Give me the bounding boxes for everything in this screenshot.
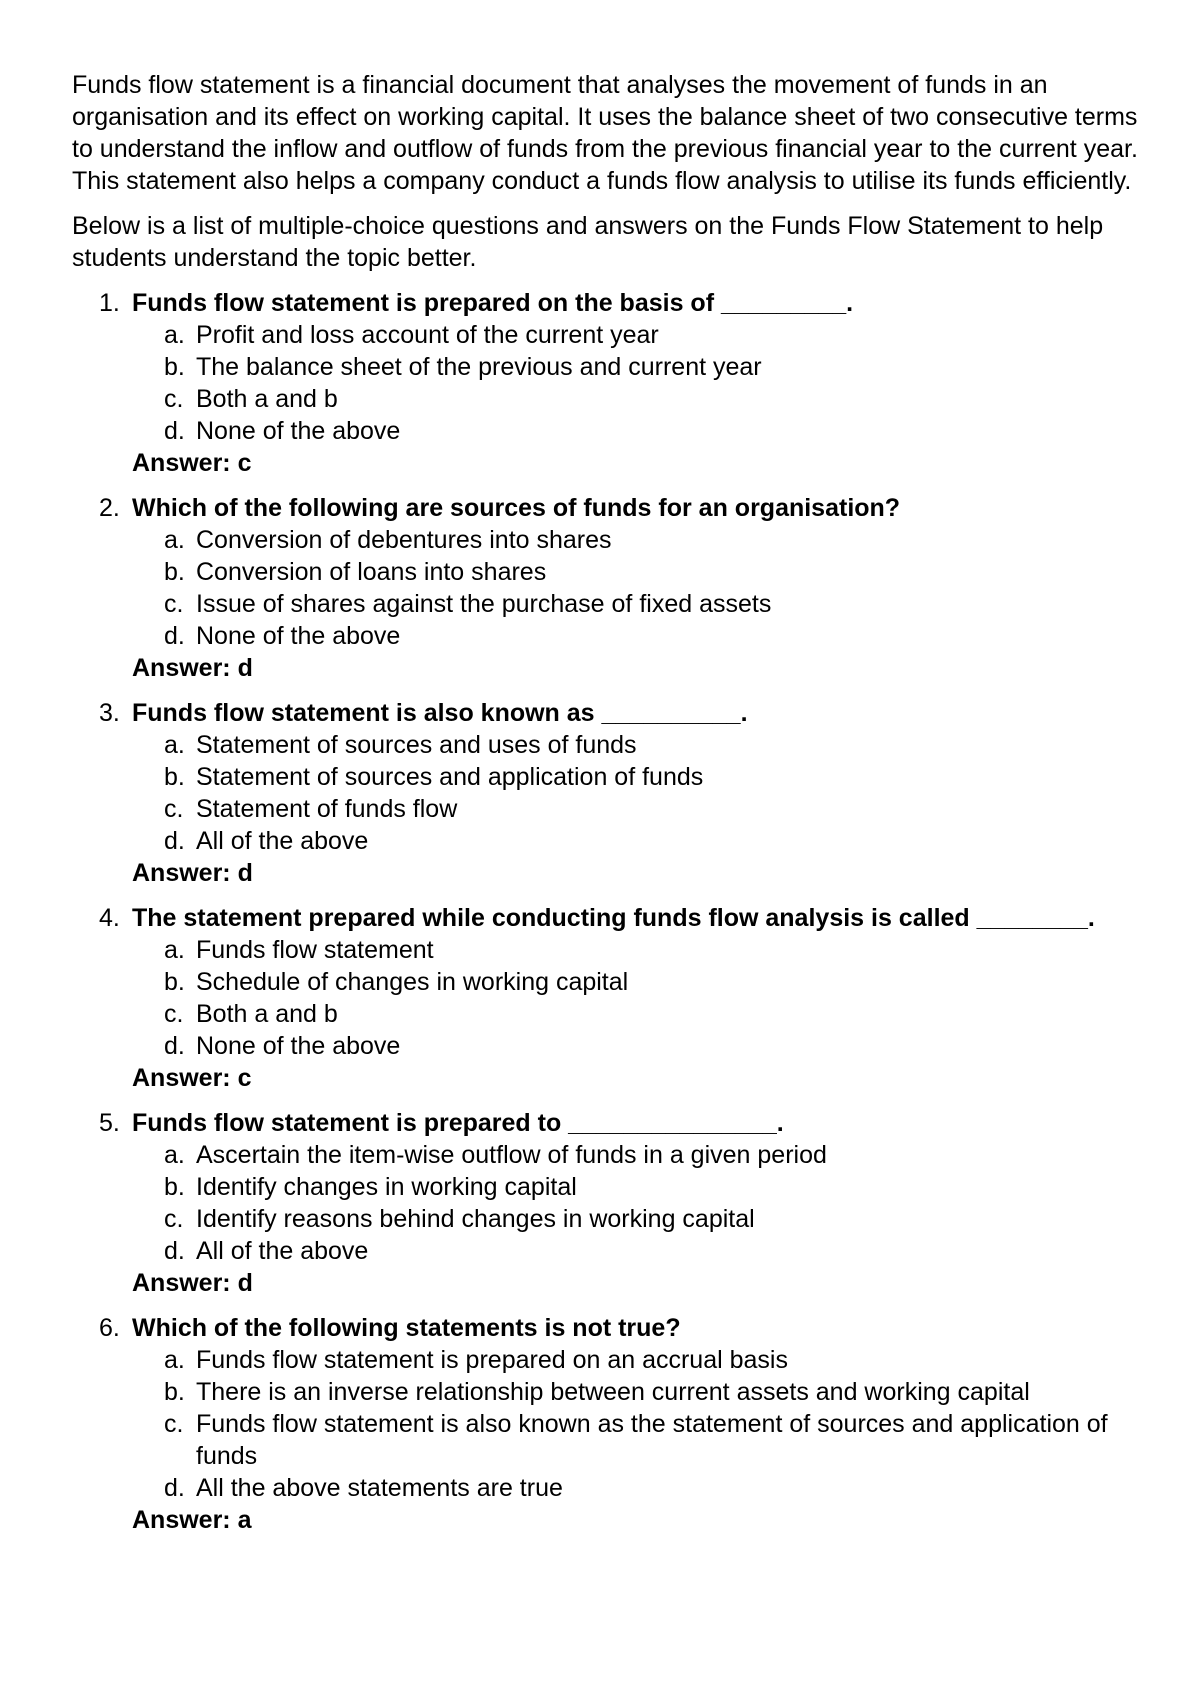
question-number: 6. (99, 1314, 120, 1342)
option-item (132, 966, 1152, 998)
option-text: The balance sheet of the previous and current year (196, 353, 762, 381)
option-letter: b. (164, 968, 185, 996)
option-text: Schedule of changes in working capital (196, 968, 629, 996)
question-number: 1. (99, 289, 120, 317)
option-item (132, 825, 1152, 857)
question-item (72, 1107, 1152, 1299)
option-item (132, 588, 1152, 620)
option-letter: c. (164, 385, 184, 413)
option-text: Profit and loss account of the current year (196, 321, 659, 349)
option-letter: d. (164, 622, 185, 650)
option-list (132, 934, 1152, 1062)
option-text: Issue of shares against the purchase of fixed assets (196, 590, 772, 618)
question-text: Funds flow statement is also known as __________. (132, 699, 748, 727)
option-letter: b. (164, 763, 185, 791)
option-text: All of the above (196, 827, 369, 855)
question-text: Which of the following statements is not true? (132, 1314, 681, 1342)
option-letter: b. (164, 1378, 185, 1406)
question-text: The statement prepared while conducting funds flow analysis is called ________. (132, 904, 1095, 932)
option-item (132, 761, 1152, 793)
question-number: 5. (99, 1109, 120, 1137)
question-number: 4. (99, 904, 120, 932)
option-item (132, 934, 1152, 966)
option-letter: d. (164, 1474, 185, 1502)
option-letter: a. (164, 731, 185, 759)
question-text: Funds flow statement is prepared on the basis of _________. (132, 289, 854, 317)
question-text: Funds flow statement is prepared to _______________. (132, 1109, 784, 1137)
option-letter: d. (164, 1032, 185, 1060)
question-item (72, 697, 1152, 889)
option-text: Statement of sources and application of funds (196, 763, 704, 791)
intro-paragraph: Funds flow statement is a financial document that analyses the movement of funds in an organisation and its effect on working capital. It uses the balance sheet of two consecutive terms to understand the inflow and outflow of funds from the previous financial year to the current year. This statement also helps a company conduct a funds flow analysis to utilise its funds efficiently. (72, 71, 1138, 195)
question-list (72, 287, 1152, 1536)
option-item (132, 1171, 1152, 1203)
option-item (132, 1139, 1152, 1171)
option-letter: d. (164, 417, 185, 445)
option-text: Funds flow statement is prepared on an accrual basis (196, 1346, 788, 1374)
option-text: Ascertain the item-wise outflow of funds in a given period (196, 1141, 827, 1169)
option-text: Statement of funds flow (196, 795, 458, 823)
question-item (72, 287, 1152, 479)
option-item (132, 1030, 1152, 1062)
option-item (132, 729, 1152, 761)
option-list (132, 319, 1152, 447)
option-item (132, 1344, 1152, 1376)
option-item (132, 1203, 1152, 1235)
answer-text: Answer: d (132, 859, 253, 887)
option-letter: a. (164, 936, 185, 964)
option-text: Funds flow statement (196, 936, 434, 964)
question-text: Which of the following are sources of funds for an organisation? (132, 494, 901, 522)
option-letter: a. (164, 526, 185, 554)
option-item (132, 1376, 1152, 1408)
option-list (132, 729, 1152, 857)
option-text: Conversion of loans into shares (196, 558, 547, 586)
option-list (132, 1139, 1152, 1267)
answer-text: Answer: d (132, 1269, 253, 1297)
option-item (132, 524, 1152, 556)
option-item (132, 319, 1152, 351)
intro-paragraph: Below is a list of multiple-choice questions and answers on the Funds Flow Statement to help students understand the topic better. (72, 212, 1104, 272)
option-letter: a. (164, 1141, 185, 1169)
option-item (132, 998, 1152, 1030)
document-page (72, 69, 1152, 1549)
option-text: None of the above (196, 622, 401, 650)
option-item (132, 1408, 1152, 1472)
option-item (132, 351, 1152, 383)
option-item (132, 793, 1152, 825)
option-text: Conversion of debentures into shares (196, 526, 612, 554)
option-letter: b. (164, 558, 185, 586)
option-list (132, 1344, 1152, 1504)
option-text: None of the above (196, 1032, 401, 1060)
question-item (72, 1312, 1152, 1536)
option-list (132, 524, 1152, 652)
option-text: All of the above (196, 1237, 369, 1265)
option-item (132, 556, 1152, 588)
option-item (132, 415, 1152, 447)
option-letter: b. (164, 1173, 185, 1201)
option-letter: a. (164, 321, 185, 349)
option-text: Identify reasons behind changes in working capital (196, 1205, 755, 1233)
answer-text: Answer: c (132, 1064, 252, 1092)
option-letter: c. (164, 1000, 184, 1028)
option-item (132, 1235, 1152, 1267)
question-number: 2. (99, 494, 120, 522)
option-letter: a. (164, 1346, 185, 1374)
option-text: All the above statements are true (196, 1474, 563, 1502)
option-text: Both a and b (196, 1000, 338, 1028)
option-item (132, 620, 1152, 652)
question-item (72, 492, 1152, 684)
answer-text: Answer: d (132, 654, 253, 682)
option-text: Both a and b (196, 385, 338, 413)
option-letter: d. (164, 827, 185, 855)
option-text: Identify changes in working capital (196, 1173, 577, 1201)
option-text: There is an inverse relationship between current assets and working capital (196, 1378, 1030, 1406)
option-letter: d. (164, 1237, 185, 1265)
option-text: Funds flow statement is also known as the statement of sources and application of funds (196, 1410, 1108, 1470)
option-letter: c. (164, 1205, 184, 1233)
option-letter: b. (164, 353, 185, 381)
option-item (132, 383, 1152, 415)
option-item (132, 1472, 1152, 1504)
intro-section (72, 69, 1152, 274)
answer-text: Answer: a (132, 1506, 252, 1534)
option-text: Statement of sources and uses of funds (196, 731, 637, 759)
option-letter: c. (164, 590, 184, 618)
question-item (72, 902, 1152, 1094)
answer-text: Answer: c (132, 449, 252, 477)
option-letter: c. (164, 1410, 184, 1438)
option-text: None of the above (196, 417, 401, 445)
question-number: 3. (99, 699, 120, 727)
option-letter: c. (164, 795, 184, 823)
